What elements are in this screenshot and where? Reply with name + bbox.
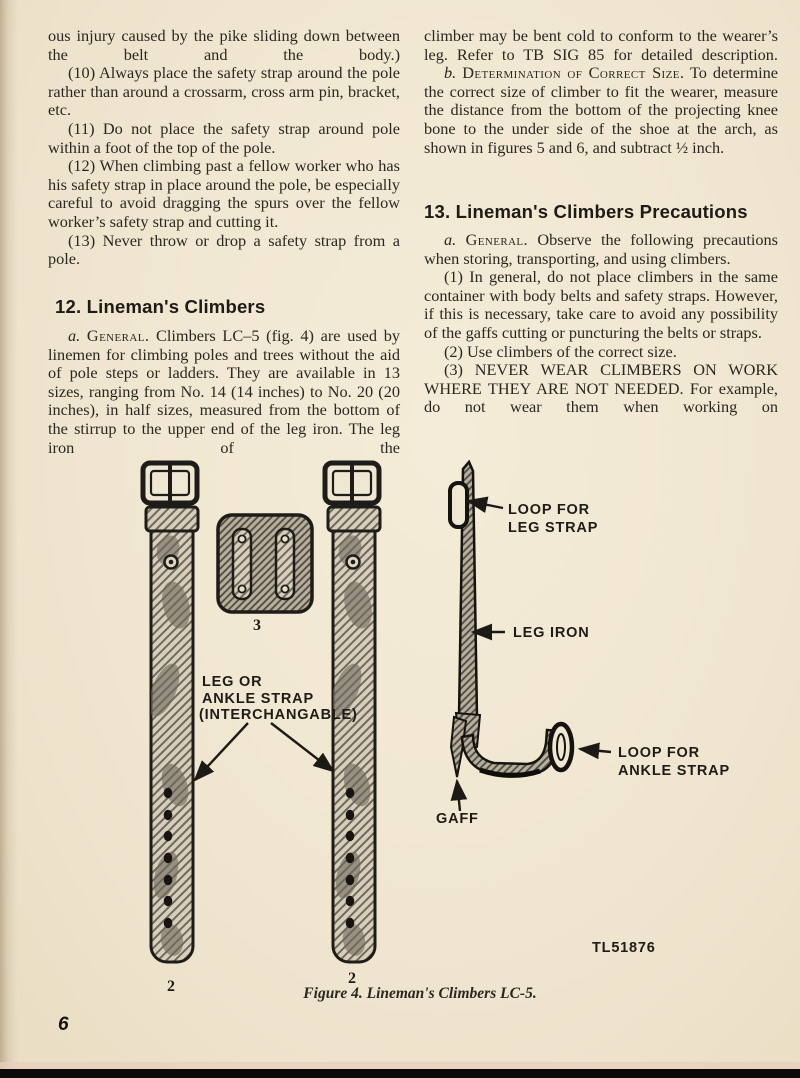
paragraph-text: Observe the following precautions when storing, transporting, and using climbers. — [424, 230, 778, 268]
paragraph: (10) Always place the safety strap around the pole rather than around a crossarm, cross arm pin, bracket, etc. — [48, 63, 400, 120]
gaff-arrow — [457, 781, 460, 811]
leg-strap-loop — [450, 483, 467, 527]
item-2-label-left: 2 — [167, 978, 175, 995]
strap-note-label: LEG OR — [202, 674, 263, 690]
paragraph: climber may be bent cold to conform to the wearer’s leg. Refer to TB SIG 85 for detailed description. — [424, 26, 778, 64]
paragraph: (3) NEVER WEAR CLIMBERS ON WORK WHERE THEY ARE NOT NEEDED. For example, do not wear them when working on — [424, 360, 778, 417]
leg-strap-loop-label: LOOP FOR — [508, 502, 590, 518]
bottom-bar — [0, 1069, 800, 1078]
ankle-strap-loop — [550, 724, 572, 770]
leg-iron-label: LEG IRON — [513, 625, 590, 641]
paragraph-smallcaps: General. — [86, 326, 150, 345]
paragraph-smallcaps: Determination of Correct Size. — [462, 63, 685, 83]
paragraph-lead — [424, 64, 778, 157]
column-left-bottom — [48, 327, 400, 457]
figure-illustration — [0, 455, 800, 1015]
paragraph: (11) Do not place the safety strap around pole within a foot of the top of the pole. — [48, 118, 400, 157]
page-number: 6 — [58, 1014, 69, 1035]
scan-edge-strip — [0, 1062, 800, 1069]
paragraph-lead — [48, 327, 400, 457]
leg-strap-loop-label: LEG STRAP — [508, 520, 599, 536]
ankle-strap-loop-label: ANKLE STRAP — [618, 763, 730, 779]
paragraph: (12) When climbing past a fellow worker who has his safety strap in place around the pole, be especially careful to avoid dragging the spurs over the fellow worker’s safety strap and cutting it. — [48, 156, 400, 231]
ankle-strap-loop-label: LOOP FOR — [618, 745, 700, 761]
paragraph: (1) In general, do not place climbers in the same container with body belts and safety straps. However, if this is necessary, take care to avoid any possibility of the gaffs cutting or puncturing the belts or straps. — [424, 267, 778, 342]
paragraph-lead — [424, 231, 778, 268]
gaff-label: GAFF — [436, 811, 479, 827]
paragraph: (2) Use climbers of the correct size. — [444, 341, 677, 361]
strap-note-label: (INTERCHANGABLE) — [199, 707, 358, 723]
section-heading-13: 13. Lineman's Climbers Precautions — [424, 201, 748, 222]
paragraph-letter: b. — [444, 63, 457, 83]
pad-illustration — [218, 515, 312, 612]
strap-note-label: ANKLE STRAP — [202, 691, 314, 707]
column-right-bottom — [424, 231, 778, 417]
paragraph-letter: a. — [68, 326, 81, 345]
paragraph: ous injury caused by the pike sliding down between the belt and the body.) — [48, 26, 400, 64]
strap-note-arrow-right — [271, 723, 333, 771]
column-left-top — [48, 27, 400, 269]
section-heading-12: 12. Lineman's Climbers — [55, 296, 266, 317]
item-2-label-right: 2 — [348, 970, 356, 987]
paragraph-text: To determine the correct size of climber to fit the wearer, measure the distance from the bottom of the projecting knee bone to the under side of the shoe at the arch, as shown in figures 5 and 6, and subtract ½ inch. — [424, 63, 778, 157]
paragraph-letter: a. — [444, 230, 457, 249]
item-3-label: 3 — [253, 617, 261, 634]
strap-note-arrow-left — [195, 723, 248, 780]
figure-caption: Figure 4. Lineman's Climbers LC-5. — [303, 985, 537, 1002]
drawing-number: TL51876 — [592, 940, 656, 956]
column-right-top — [424, 27, 778, 157]
strap-left-illustration — [142, 463, 198, 962]
paragraph-smallcaps: General. — [465, 230, 529, 249]
ankle-strap-loop-arrow — [580, 749, 611, 752]
paragraph: (13) Never throw or drop a safety strap from a pole. — [48, 230, 400, 269]
paragraph-text: Climbers LC–5 (fig. 4) are used by linemen for climbing poles and trees without the aid of pole steps or ladders. They are available in 13 sizes, ranging from No. 14 (14 inches) to No. 20 (20 inches), in half sizes, measured from the bottom of the stirrup to the upper end of the leg iron. The leg iron of the — [48, 326, 401, 457]
